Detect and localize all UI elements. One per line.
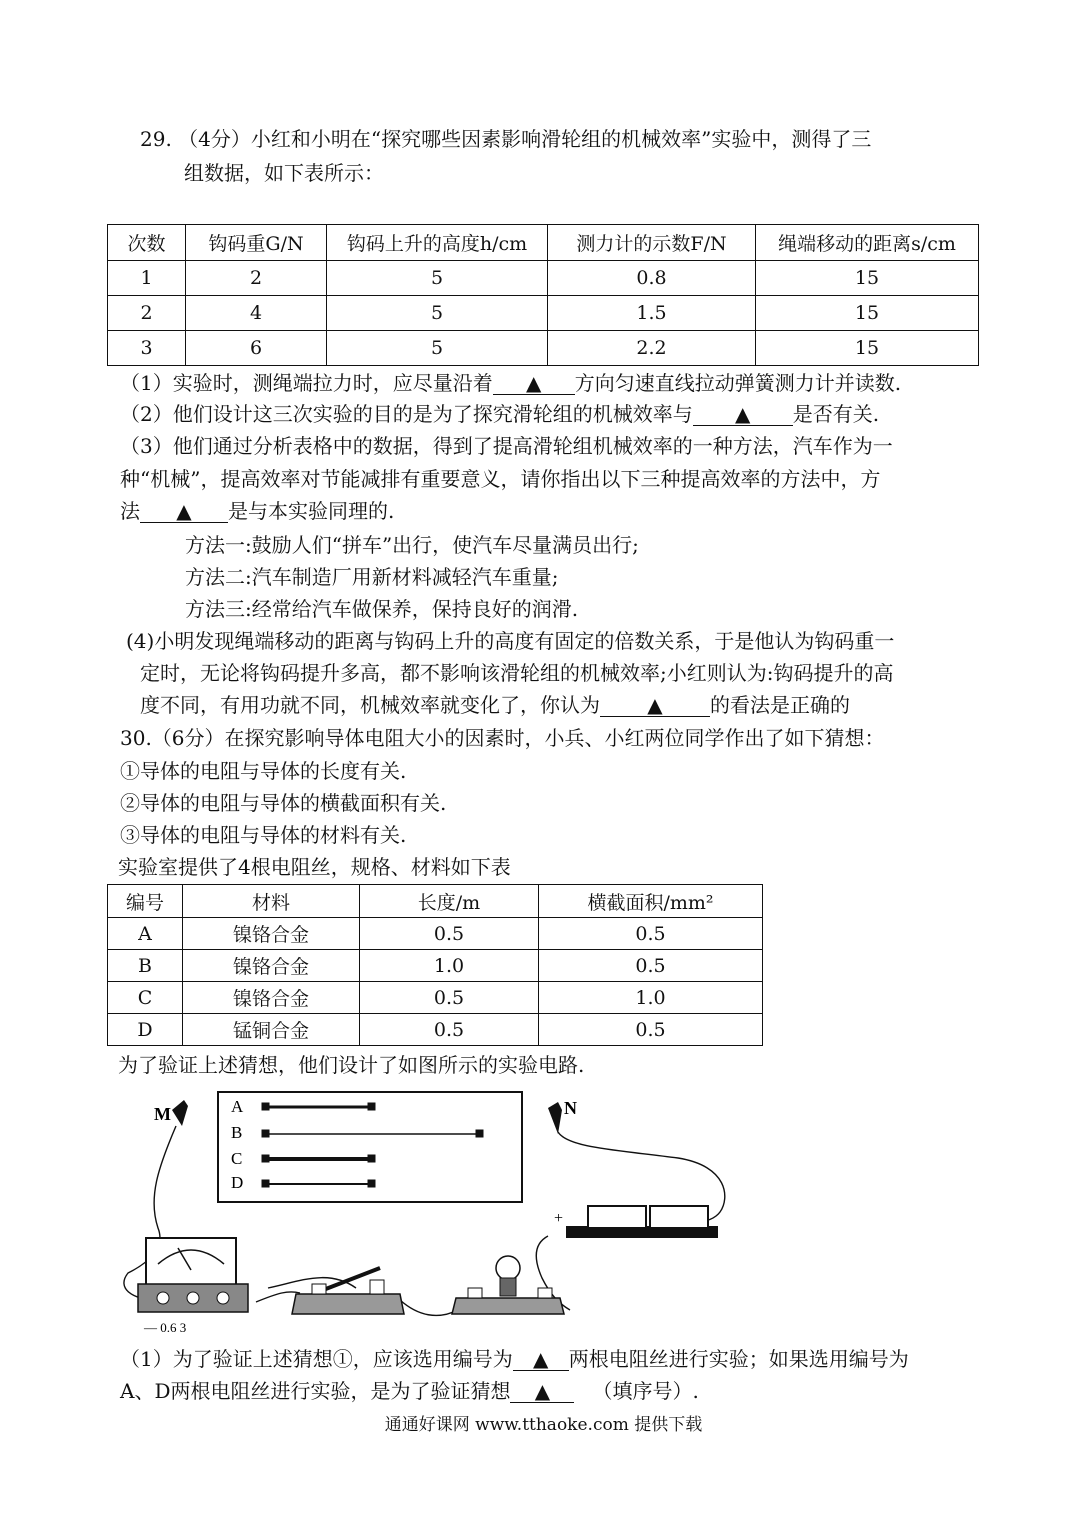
q30-cell: C <box>108 982 183 1014</box>
q29-part3-line1: （3）他们通过分析表格中的数据，得到了提高滑轮组机械效率的一种方法，汽车作为一 <box>120 434 893 458</box>
q29-cell: 4 <box>186 296 327 331</box>
plus-sign: + <box>554 1210 564 1227</box>
guess-1: ①导体的电阻与导体的长度有关. <box>120 759 407 783</box>
q30-cell: D <box>108 1014 183 1046</box>
q29-part1-text-a: （1）实验时，测绳端拉力时，应尽量沿着 <box>120 371 493 395</box>
q30-table <box>107 884 763 1046</box>
answer-blank[interactable]: ▲ <box>600 694 710 717</box>
q29-line1: 29. （4分）小红和小明在“探究哪些因素影响滑轮组的机械效率”实验中，测得了三 <box>140 127 872 151</box>
q30-cell: 0.5 <box>360 918 539 950</box>
q29-cell: 2 <box>186 261 327 296</box>
q29-cell: 6 <box>186 331 327 366</box>
q29-cell: 3 <box>108 331 186 366</box>
q29-part3-text-a: 法 <box>120 499 140 523</box>
q29-cell: 2.2 <box>548 331 756 366</box>
q29-th: 钩码重G/N <box>186 225 327 261</box>
wire-label-d: D <box>231 1173 244 1192</box>
q29-part1 <box>120 370 901 396</box>
q29-cell: 5 <box>327 261 548 296</box>
q30-cell: 镍铬合金 <box>183 918 360 950</box>
switch-icon <box>292 1268 404 1314</box>
method-1: 方法一:鼓励人们“拼车”出行，使汽车尽量满员出行; <box>185 533 639 557</box>
page-footer: 通通好课网 www.tthaoke.com 提供下载 <box>384 1415 703 1435</box>
answer-blank[interactable]: ▲ <box>513 1348 569 1371</box>
q29-th: 次数 <box>108 225 186 261</box>
terminal-icon <box>262 1180 269 1187</box>
q30-th: 材料 <box>183 885 360 918</box>
q29-part4-text-a: 度不同，有用功就不同，机械效率就变化了，你认为 <box>140 693 600 717</box>
q29-part4-line3 <box>140 692 850 718</box>
clip-n-icon <box>548 1102 562 1134</box>
q29-line2: 组数据，如下表所示： <box>184 161 384 185</box>
lead-wire <box>256 1292 300 1302</box>
method-2: 方法二:汽车制造厂用新材料减轻汽车重量; <box>185 565 559 589</box>
answer-blank[interactable]: ▲ <box>693 403 793 426</box>
q30-line1: 30.（6分）在探究影响导体电阻大小的因素时，小兵、小红两位同学作出了如下猜想： <box>120 726 885 750</box>
clip-m-icon <box>172 1100 188 1126</box>
q30-cell: 锰铜合金 <box>183 1014 360 1046</box>
q29-cell: 2 <box>108 296 186 331</box>
q29-table <box>107 224 979 366</box>
q30-cell: 1.0 <box>539 982 763 1014</box>
q29-cell: 1.5 <box>548 296 756 331</box>
q30-subq1-text-d: （填序号）. <box>592 1379 699 1403</box>
q30-cell: 0.5 <box>539 950 763 982</box>
terminal-icon <box>262 1155 269 1162</box>
q30-th: 横截面积/mm² <box>539 885 763 918</box>
q29-cell: 15 <box>756 261 979 296</box>
q29-cell: 5 <box>327 331 548 366</box>
q29-part4-text-b: 的看法是正确的 <box>710 693 850 717</box>
ammeter-icon <box>138 1238 248 1312</box>
q30-th: 编号 <box>108 885 183 918</box>
q30-subq1-text-b: 两根电阻丝进行实验；如果选用编号为 <box>568 1347 909 1371</box>
terminal-icon <box>368 1155 375 1162</box>
q29-part3-line2: 种“机械”，提高效率对节能减排有重要意义，请你指出以下三种提高效率的方法中，方 <box>120 467 881 491</box>
q29-part2-text-b: 是否有关. <box>792 402 880 426</box>
terminal-icon <box>262 1130 269 1137</box>
q29-part2 <box>120 401 879 427</box>
q29-part2-text-a: （2）他们设计这三次实验的目的是为了探究滑轮组的机械效率与 <box>120 402 693 426</box>
q30-table-intro: 实验室提供了4根电阻丝，规格、材料如下表 <box>118 855 511 879</box>
q29-th: 钩码上升的高度h/cm <box>327 225 548 261</box>
q30-subq1-line2 <box>120 1378 699 1404</box>
q29-part3-line3 <box>120 498 394 524</box>
answer-blank[interactable]: ▲ <box>510 1380 574 1403</box>
circuit-diagram <box>118 1088 738 1338</box>
q30-cell: 0.5 <box>360 982 539 1014</box>
q30-cell: 0.5 <box>360 1014 539 1046</box>
wire-label-b: B <box>231 1123 243 1142</box>
q30-subq1-text-c: A、D两根电阻丝进行实验，是为了验证猜想 <box>120 1379 511 1403</box>
q29-cell: 5 <box>327 296 548 331</box>
q29-th: 测力计的示数F/N <box>548 225 756 261</box>
q29-cell: 1 <box>108 261 186 296</box>
battery-icon <box>650 1206 708 1228</box>
q29-cell: 15 <box>756 296 979 331</box>
terminal-icon <box>262 1103 269 1110</box>
answer-blank[interactable]: ▲ <box>140 500 228 523</box>
q29-part4-line1: (4)小明发现绳端移动的距离与钩码上升的高度有固定的倍数关系，于是他认为钩码重一 <box>126 629 895 653</box>
q30-subq1-text-a: （1）为了验证上述猜想①，应该选用编号为 <box>120 1347 513 1371</box>
q30-subq1-line1 <box>120 1346 909 1372</box>
q30-cell: 0.5 <box>539 1014 763 1046</box>
wire-label-a: A <box>231 1097 244 1116</box>
q30-cell: B <box>108 950 183 982</box>
q29-part4-line2: 定时，无论将钩码提升多高，都不影响该滑轮组的机械效率;小红则认为:钩码提升的高 <box>140 661 894 685</box>
q29-th: 绳端移动的距离s/cm <box>756 225 979 261</box>
battery-icon <box>588 1206 646 1228</box>
terminal-icon <box>368 1103 375 1110</box>
terminal-icon <box>476 1130 483 1137</box>
answer-blank[interactable]: ▲ <box>493 372 575 395</box>
terminal-icon <box>368 1180 375 1187</box>
q30-cell: A <box>108 918 183 950</box>
lamp-icon <box>452 1256 564 1314</box>
lead-wire <box>400 1300 458 1315</box>
method-3: 方法三:经常给汽车做保养，保持良好的润滑. <box>185 597 579 621</box>
guess-2: ②导体的电阻与导体的横截面积有关. <box>120 791 447 815</box>
q30-cell: 镍铬合金 <box>183 982 360 1014</box>
circuit-intro: 为了验证上述猜想，他们设计了如图所示的实验电路. <box>118 1053 585 1077</box>
q30-cell: 镍铬合金 <box>183 950 360 982</box>
q30-cell: 0.5 <box>539 918 763 950</box>
wire-label-c: C <box>231 1149 243 1168</box>
q30-th: 长度/m <box>360 885 539 918</box>
q29-cell: 0.8 <box>548 261 756 296</box>
q29-cell: 15 <box>756 331 979 366</box>
q30-cell: 1.0 <box>360 950 539 982</box>
ammeter-scale: — 0.6 3 <box>144 1320 187 1335</box>
q29-part3-text-b: 是与本实验同理的. <box>228 499 395 523</box>
guess-3: ③导体的电阻与导体的材料有关. <box>120 823 407 847</box>
clip-label-n: N <box>564 1098 577 1118</box>
q29-part1-text-b: 方向匀速直线拉动弹簧测力计并读数. <box>574 371 902 395</box>
clip-label-m: M <box>154 1104 171 1124</box>
